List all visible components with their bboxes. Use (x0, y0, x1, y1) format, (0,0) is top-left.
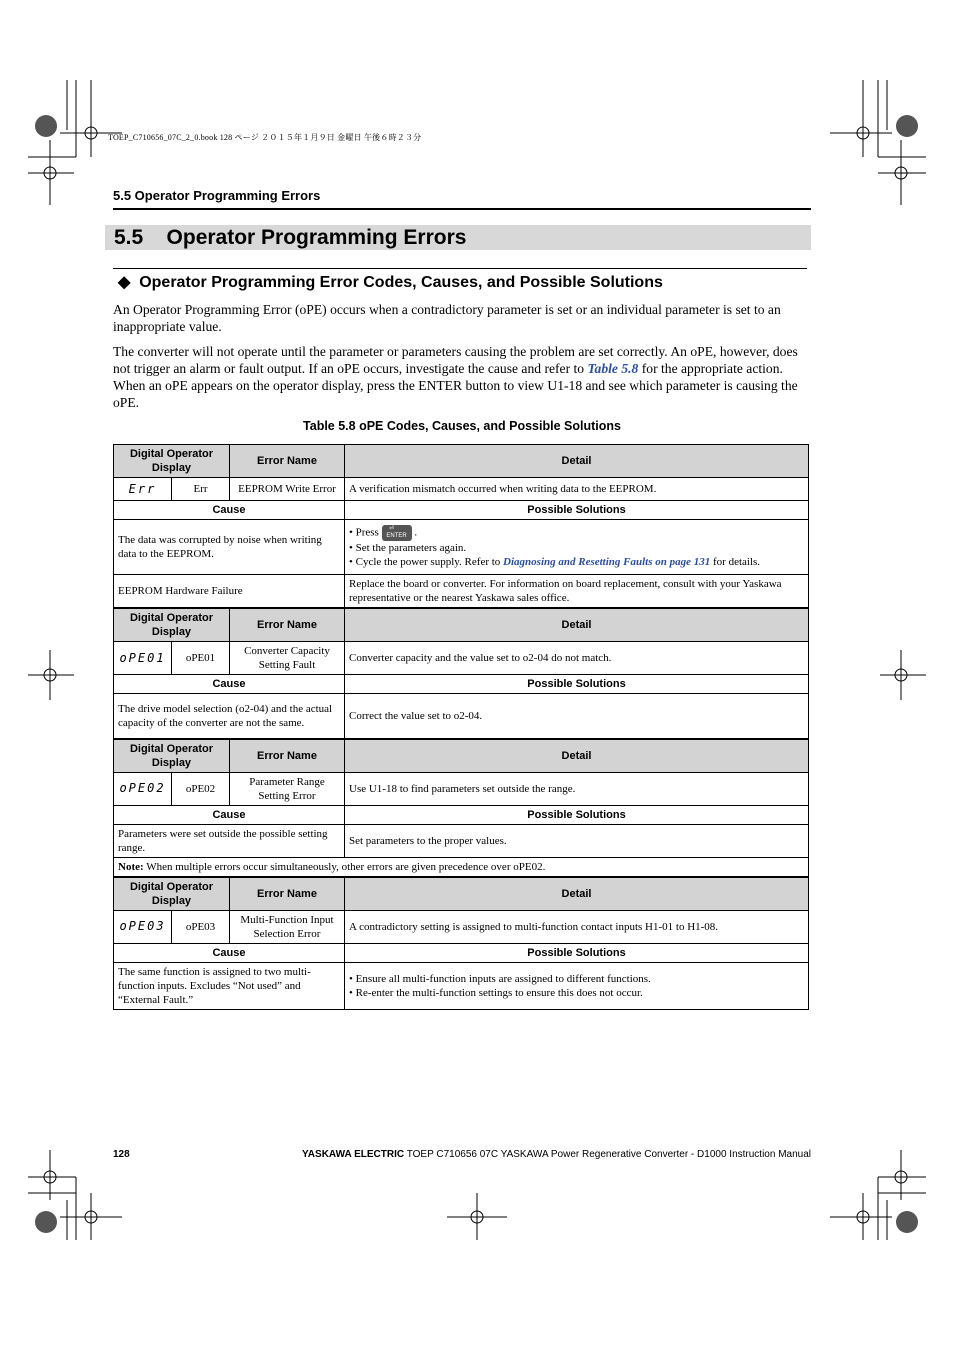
header-solutions: Possible Solutions (345, 501, 809, 520)
solution-text: Replace the board or converter. For information on board replacement, consult with your Yaskawa representative or the nearest Yaskawa sales office. (345, 575, 809, 609)
footer-text: YASKAWA ELECTRIC TOEP C710656 07C YASKAWA Power Regenerative Converter - D1000 Instruction Manual (302, 1149, 811, 1160)
print-header: TOEP_C710656_07C_2_0.book 128 ページ ２０１５年１月９日 金曜日 午後６時２３分 (108, 133, 422, 142)
header-error-name: Error Name (230, 877, 345, 911)
table-header-row (114, 877, 809, 911)
cause-text: The same function is assigned to two multi-function inputs. Excludes “Not used” and “External Fault.” (114, 962, 345, 1009)
table-row (114, 772, 809, 805)
header-solutions: Possible Solutions (345, 675, 809, 694)
solution-text: Correct the value set to o2-04. (345, 694, 809, 739)
paragraph-2-text-a: The converter will not operate until the parameter or parameters causing the problem are set correctly. An oPE, however, does not trigger an alarm or fault output. If an oPE occurs, investigate the cause and refer to (113, 344, 798, 376)
cause-text: EEPROM Hardware Failure (114, 575, 345, 609)
cause-header-row (114, 501, 809, 520)
header-detail: Detail (345, 445, 809, 478)
header-display: Digital Operator Display (114, 608, 230, 642)
list-item: • Re-enter the multi-function settings to ensure this does not occur. (349, 986, 643, 999)
error-code: Err (172, 478, 230, 501)
error-name: Parameter Range Setting Error (230, 772, 345, 805)
note-row (114, 857, 809, 877)
header-detail: Detail (345, 877, 809, 911)
error-detail: Use U1-18 to find parameters set outside the range. (345, 772, 809, 805)
table-row (114, 824, 809, 857)
list-item: • Press ⏎ ENTER . (349, 526, 418, 539)
paragraph-2-text-b: for the appropriate action. When an oPE appears on the operator display, press the ENTER button to view U1-18 and see which parameter is causing the oPE. (113, 361, 798, 410)
subsection-rule (113, 268, 807, 269)
cause-header-row (114, 675, 809, 694)
table-row (114, 962, 809, 1009)
table-5-8-link[interactable]: Table 5.8 (587, 361, 639, 376)
table-row (114, 520, 809, 575)
header-cause: Cause (114, 501, 345, 520)
list-item: • Set the parameters again. (349, 542, 467, 554)
paragraph-2 (113, 343, 810, 411)
diamond-icon: ◆ (118, 274, 131, 291)
cause-text: The drive model selection (o2-04) and the actual capacity of the converter are not the same. (114, 694, 345, 739)
subsection-title-text: Operator Programming Error Codes, Causes, and Possible Solutions (139, 274, 663, 291)
cause-header-row (114, 805, 809, 824)
error-name: Converter Capacity Setting Fault (230, 642, 345, 675)
page-number: 128 (113, 1149, 130, 1160)
header-error-name: Error Name (230, 608, 345, 642)
lcd-display: Err (114, 478, 172, 501)
solution-text: Set parameters to the proper values. (345, 824, 809, 857)
header-cause: Cause (114, 675, 345, 694)
solution-list (345, 520, 809, 575)
running-head: 5.5 Operator Programming Errors (113, 188, 321, 203)
header-solutions: Possible Solutions (345, 943, 809, 962)
cause-text: Parameters were set outside the possible setting range. (114, 824, 345, 857)
header-cause: Cause (114, 943, 345, 962)
list-item: • Cycle the power supply. Refer to Diagnosing and Resetting Faults on page 131 for details. (349, 556, 761, 568)
header-detail: Detail (345, 608, 809, 642)
header-display: Digital Operator Display (114, 445, 230, 478)
table-header-row (114, 739, 809, 773)
table-row (114, 694, 809, 739)
ope-table (113, 444, 809, 1010)
paragraph-1: An Operator Programming Error (oPE) occurs when a contradictory parameter is set or an individual parameter is set to an inappropriate value. (113, 302, 781, 334)
header-cause: Cause (114, 805, 345, 824)
solution-list (345, 962, 809, 1009)
header-display: Digital Operator Display (114, 739, 230, 773)
table-row (114, 910, 809, 943)
table-header-row (114, 445, 809, 478)
table-header-row (114, 608, 809, 642)
lcd-display: oPE01 (114, 642, 172, 675)
table-row (114, 478, 809, 501)
section-title: 5.5 Operator Programming Errors (114, 226, 467, 249)
enter-key-icon: ⏎ ENTER (382, 525, 412, 541)
header-solutions: Possible Solutions (345, 805, 809, 824)
error-name: EEPROM Write Error (230, 478, 345, 501)
error-code: oPE02 (172, 772, 230, 805)
table-row (114, 642, 809, 675)
header-detail: Detail (345, 739, 809, 773)
list-item: • Ensure all multi-function inputs are assigned to different functions. (349, 972, 651, 985)
error-code: oPE01 (172, 642, 230, 675)
note-text: Note: When multiple errors occur simultaneously, other errors are given precedence over oPE02. (114, 857, 809, 877)
error-detail: A contradictory setting is assigned to multi-function contact inputs H1-01 to H1-08. (345, 910, 809, 943)
header-error-name: Error Name (230, 445, 345, 478)
error-name: Multi-Function Input Selection Error (230, 910, 345, 943)
table-row (114, 575, 809, 609)
lcd-display: oPE02 (114, 772, 172, 805)
error-code: oPE03 (172, 910, 230, 943)
cause-text: The data was corrupted by noise when writing data to the EEPROM. (114, 520, 345, 575)
error-detail: Converter capacity and the value set to o2-04 do not match. (345, 642, 809, 675)
subsection-title (118, 272, 663, 292)
error-detail: A verification mismatch occurred when writing data to the EEPROM. (345, 478, 809, 501)
header-display: Digital Operator Display (114, 877, 230, 911)
cause-header-row (114, 943, 809, 962)
table-caption: Table 5.8 oPE Codes, Causes, and Possible Solutions (303, 419, 621, 433)
lcd-display: oPE03 (114, 910, 172, 943)
running-head-rule (113, 208, 811, 210)
header-error-name: Error Name (230, 739, 345, 773)
diagnosing-faults-link[interactable]: Diagnosing and Resetting Faults on page 131 (503, 556, 711, 568)
